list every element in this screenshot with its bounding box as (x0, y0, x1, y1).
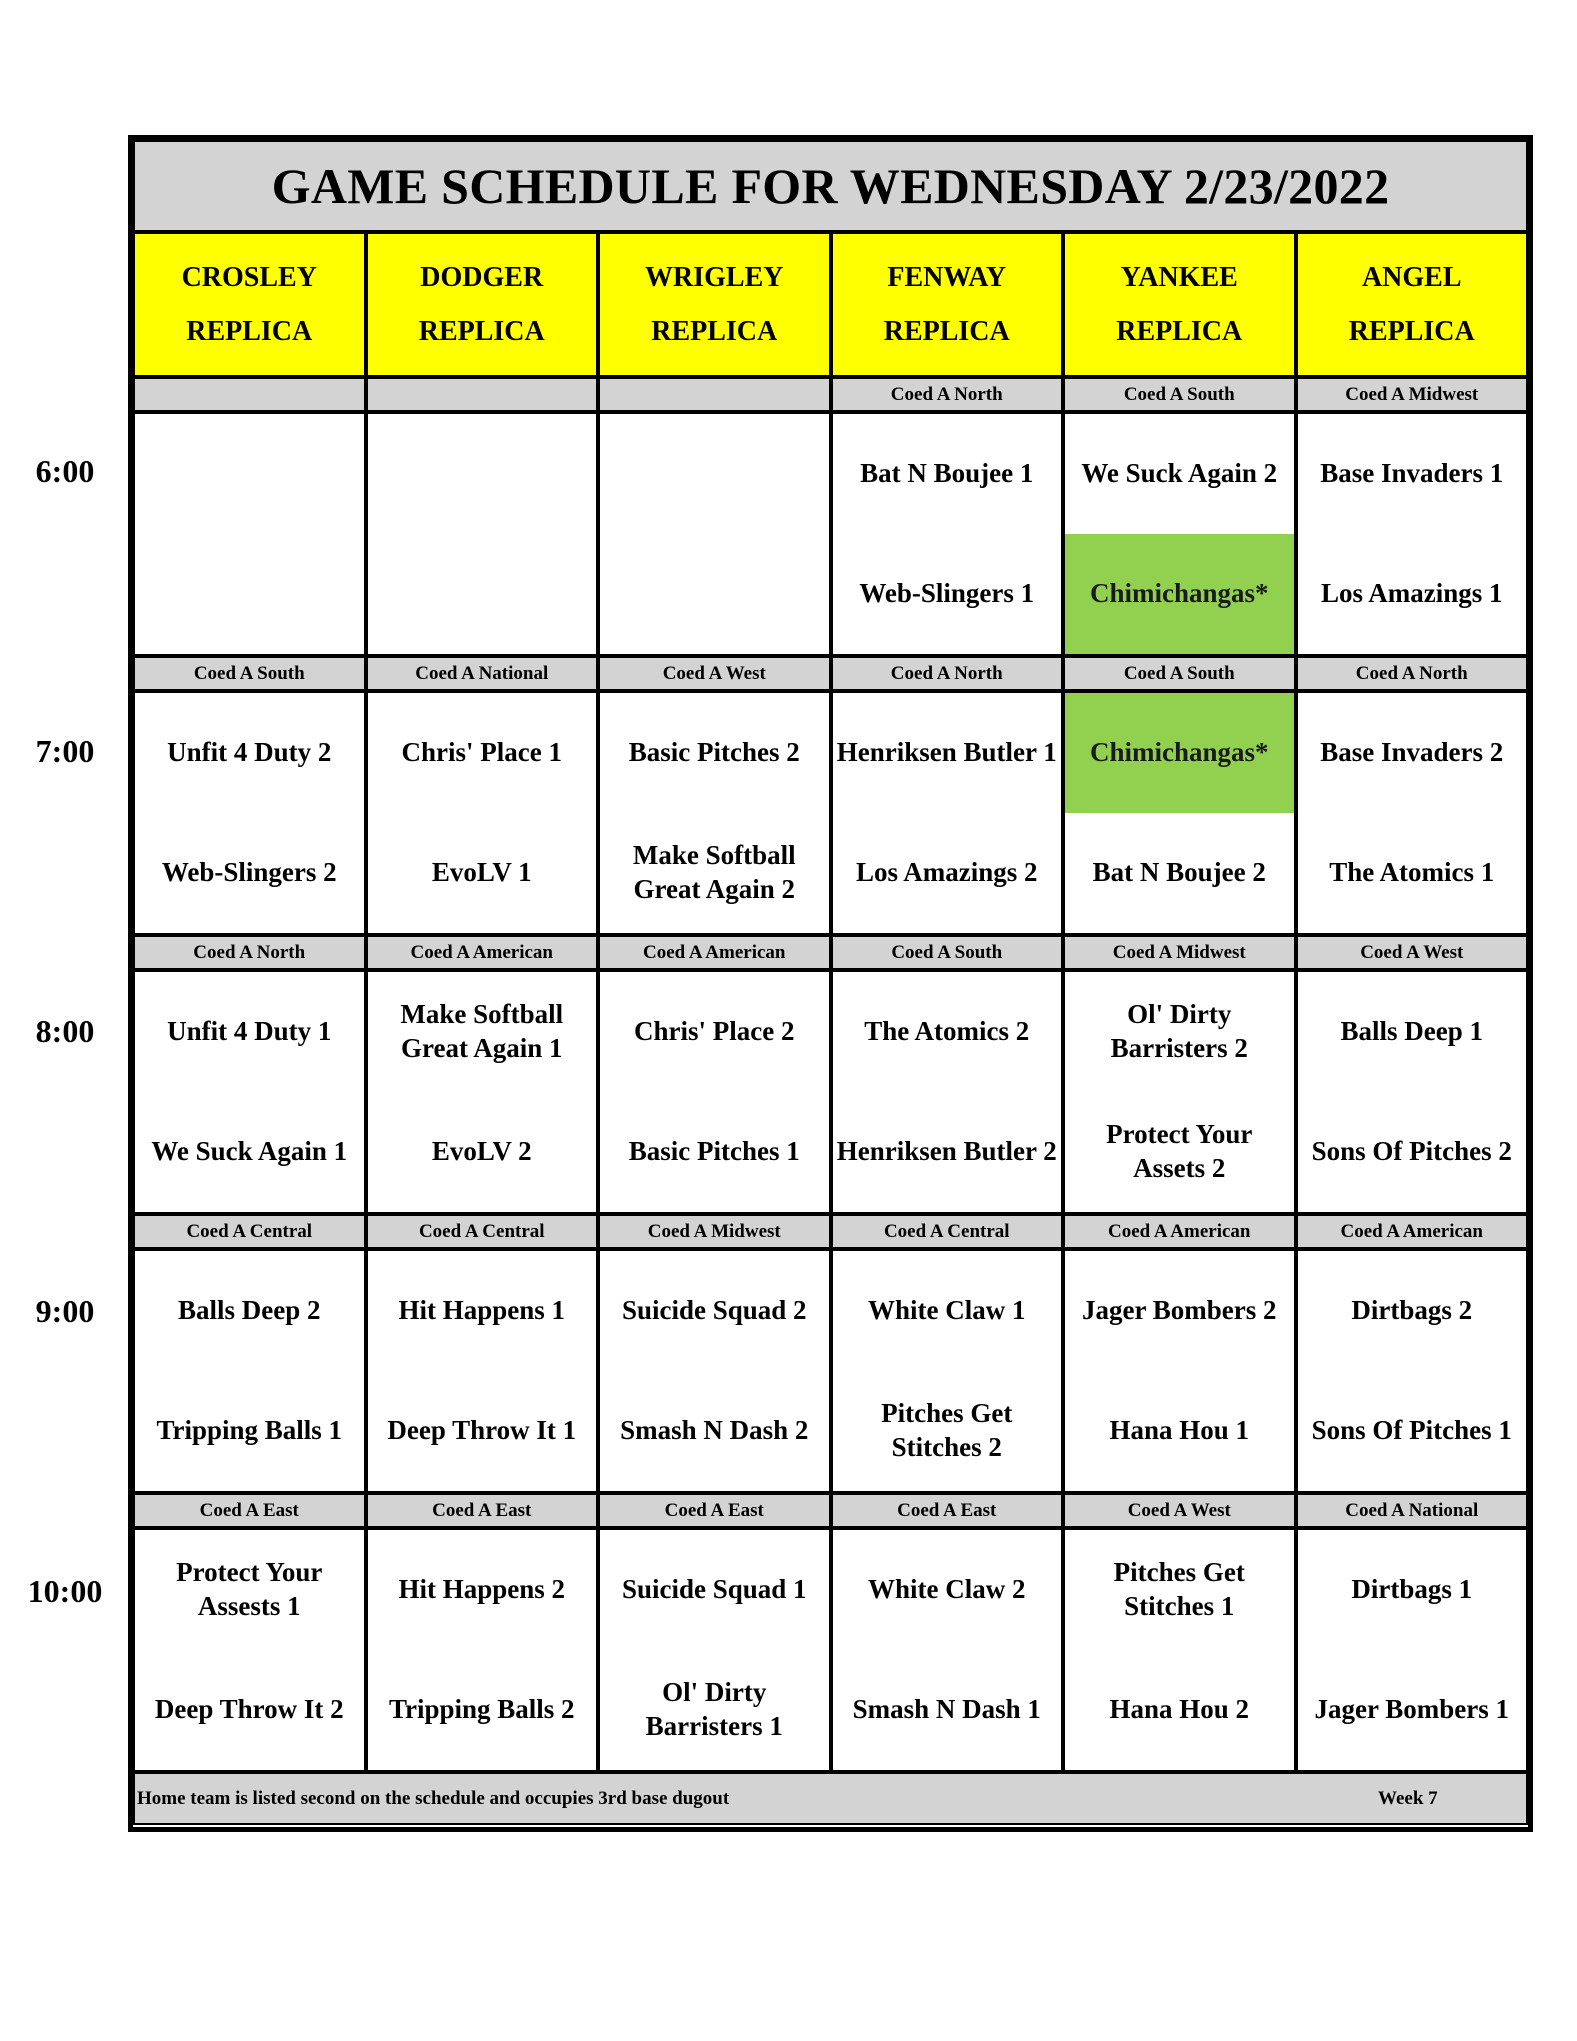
home-team: Basic Pitches 1 (628, 1136, 800, 1167)
field-sub: REPLICA (651, 315, 778, 347)
home-team: Sons Of Pitches 2 (1311, 1136, 1512, 1167)
home-team: Web-Slingers 1 (859, 578, 1035, 609)
away-team: Suicide Squad 1 (621, 1574, 807, 1605)
game-cell (133, 1249, 366, 1493)
home-team: Henriksen Butler 2 (836, 1136, 1057, 1167)
game-cell (1063, 1249, 1296, 1493)
footer-note: Home team is listed second on the schedule and occupies 3rd base dugout (137, 1787, 730, 1809)
game-cell (366, 412, 599, 656)
away-team: Chimichangas* (1065, 693, 1294, 813)
game-cell (831, 412, 1064, 656)
field-sub: REPLICA (883, 315, 1010, 347)
home-team: EvoLV 2 (431, 1136, 532, 1167)
away-team: Dirtbags 1 (1351, 1574, 1473, 1605)
game-cell (366, 970, 599, 1214)
division-label: Coed A East (133, 1493, 366, 1528)
game-cell (1296, 691, 1529, 935)
away-team: Bat N Boujee 1 (860, 458, 1034, 489)
game-cell (366, 691, 599, 935)
division-label: Coed A Central (366, 1214, 599, 1249)
away-team: Unfit 4 Duty 1 (167, 1016, 332, 1047)
field-name: ANGEL (1361, 261, 1462, 293)
footer-bar (133, 1772, 1528, 1825)
home-team: Bat N Boujee 2 (1092, 857, 1266, 888)
field-name: CROSLEY (181, 261, 317, 293)
home-team: Los Amazings 1 (1320, 578, 1503, 609)
home-team: Jager Bombers 1 (1314, 1694, 1509, 1725)
home-team: Hana Hou 2 (1109, 1694, 1250, 1725)
home-team: Smash N Dash 1 (852, 1694, 1041, 1725)
game-cell (133, 970, 366, 1214)
game-cell (1063, 1528, 1296, 1772)
division-label: Coed A West (598, 656, 831, 691)
game-cell (1296, 412, 1529, 656)
field-sub: REPLICA (1348, 315, 1475, 347)
division-label: Coed A South (831, 935, 1064, 970)
away-team: Jager Bombers 2 (1082, 1295, 1277, 1326)
game-cell (598, 412, 831, 656)
time-label: 8:00 (35, 1013, 95, 1049)
home-team: Protect Your Assets 2 (1106, 1119, 1253, 1183)
division-label: Coed A Central (831, 1214, 1064, 1249)
time-label: 6:00 (35, 453, 95, 489)
time-label: 9:00 (35, 1293, 95, 1329)
field-sub: REPLICA (186, 315, 313, 347)
away-team: Balls Deep 1 (1340, 1016, 1483, 1047)
away-team: Dirtbags 2 (1351, 1295, 1473, 1326)
game-cell (1296, 970, 1529, 1214)
home-team: We Suck Again 1 (151, 1136, 348, 1167)
division-label: Coed A West (1063, 1493, 1296, 1528)
away-team: White Claw 1 (868, 1295, 1026, 1326)
game-cell (831, 1249, 1064, 1493)
home-team (135, 534, 364, 654)
away-team: Make Softball Great Again 1 (400, 999, 564, 1063)
schedule-table (128, 135, 1533, 1832)
game-cell (598, 970, 831, 1214)
home-team: Pitches Get Stitches 2 (881, 1398, 1013, 1462)
game-cell (133, 412, 366, 656)
away-team: Ol' Dirty Barristers 2 (1110, 999, 1248, 1063)
division-label: Coed A Central (133, 1214, 366, 1249)
field-name: FENWAY (887, 261, 1007, 293)
time-label: 7:00 (35, 733, 95, 769)
away-team: Hit Happens 1 (398, 1295, 566, 1326)
field-name: DODGER (420, 261, 544, 293)
home-team: The Atomics 1 (1329, 857, 1495, 888)
division-label: Coed A South (1063, 377, 1296, 412)
division-label (133, 377, 366, 412)
home-team: Tripping Balls 1 (156, 1415, 343, 1446)
away-team: Pitches Get Stitches 1 (1113, 1557, 1245, 1621)
game-cell (598, 1249, 831, 1493)
away-team: Balls Deep 2 (177, 1295, 321, 1326)
home-team: Make Softball Great Again 2 (632, 840, 796, 904)
division-label (598, 377, 831, 412)
away-team: Unfit 4 Duty 2 (167, 737, 332, 768)
division-label (366, 377, 599, 412)
home-team: Deep Throw It 1 (387, 1415, 577, 1446)
division-label: Coed A North (831, 656, 1064, 691)
away-team (135, 414, 364, 534)
away-team: Chris' Place 1 (401, 737, 562, 768)
week-label: Week 7 (1378, 1787, 1438, 1809)
game-cell (1063, 412, 1296, 656)
game-cell (1063, 970, 1296, 1214)
division-label: Coed A North (133, 935, 366, 970)
division-label: Coed A East (598, 1493, 831, 1528)
game-cell (366, 1249, 599, 1493)
game-cell (1296, 1528, 1529, 1772)
field-name: YANKEE (1120, 261, 1238, 293)
field-header (598, 232, 831, 377)
division-label: Coed A North (831, 377, 1064, 412)
game-cell (598, 691, 831, 935)
away-team: Suicide Squad 2 (621, 1295, 807, 1326)
division-label: Coed A American (1296, 1214, 1529, 1249)
away-team: The Atomics 2 (864, 1016, 1030, 1047)
field-sub: REPLICA (418, 315, 545, 347)
division-label: Coed A East (366, 1493, 599, 1528)
home-team: Sons Of Pitches 1 (1311, 1415, 1512, 1446)
game-cell (831, 1528, 1064, 1772)
home-team: EvoLV 1 (431, 857, 532, 888)
field-header (1063, 232, 1296, 377)
away-team: Henriksen Butler 1 (836, 737, 1057, 768)
game-cell (1063, 691, 1296, 935)
division-label: Coed A National (366, 656, 599, 691)
field-header (1296, 232, 1529, 377)
division-label: Coed A South (1063, 656, 1296, 691)
away-team: Protect Your Assests 1 (176, 1557, 323, 1621)
away-team (600, 414, 829, 534)
home-team (368, 534, 597, 654)
division-label: Coed A South (133, 656, 366, 691)
field-header (366, 232, 599, 377)
field-name: WRIGLEY (645, 261, 784, 293)
division-label: Coed A North (1296, 656, 1529, 691)
away-team: Basic Pitches 2 (628, 737, 800, 768)
division-label: Coed A National (1296, 1493, 1529, 1528)
home-team: Tripping Balls 2 (388, 1694, 575, 1725)
page-title: GAME SCHEDULE FOR WEDNESDAY 2/23/2022 (133, 140, 1528, 232)
time-column (0, 0, 130, 2041)
game-cell (1296, 1249, 1529, 1493)
home-team: Ol' Dirty Barristers 1 (645, 1677, 783, 1741)
division-label: Coed A Midwest (1063, 935, 1296, 970)
field-header (831, 232, 1064, 377)
away-team: Base Invaders 2 (1320, 737, 1504, 768)
home-team: Los Amazings 2 (855, 857, 1038, 888)
away-team: Base Invaders 1 (1320, 458, 1504, 489)
division-label: Coed A Midwest (598, 1214, 831, 1249)
game-cell (366, 1528, 599, 1772)
game-cell (598, 1528, 831, 1772)
away-team: Hit Happens 2 (398, 1574, 566, 1605)
home-team: Web-Slingers 2 (161, 857, 337, 888)
home-team: Chimichangas* (1065, 534, 1294, 654)
division-label: Coed A American (366, 935, 599, 970)
game-cell (831, 970, 1064, 1214)
game-cell (133, 691, 366, 935)
field-header (133, 232, 366, 377)
home-team: Deep Throw It 2 (154, 1694, 344, 1725)
home-team: Smash N Dash 2 (620, 1415, 809, 1446)
away-team: White Claw 2 (868, 1574, 1026, 1605)
division-label: Coed A American (598, 935, 831, 970)
division-label: Coed A Midwest (1296, 377, 1529, 412)
field-sub: REPLICA (1116, 315, 1243, 347)
game-cell (133, 1528, 366, 1772)
game-cell (831, 691, 1064, 935)
time-label: 10:00 (27, 1573, 103, 1609)
division-label: Coed A American (1063, 1214, 1296, 1249)
division-label: Coed A West (1296, 935, 1529, 970)
home-team: Hana Hou 1 (1109, 1415, 1250, 1446)
away-team: We Suck Again 2 (1081, 458, 1278, 489)
division-label: Coed A East (831, 1493, 1064, 1528)
away-team (368, 414, 597, 534)
away-team: Chris' Place 2 (634, 1016, 795, 1047)
home-team (600, 534, 829, 654)
